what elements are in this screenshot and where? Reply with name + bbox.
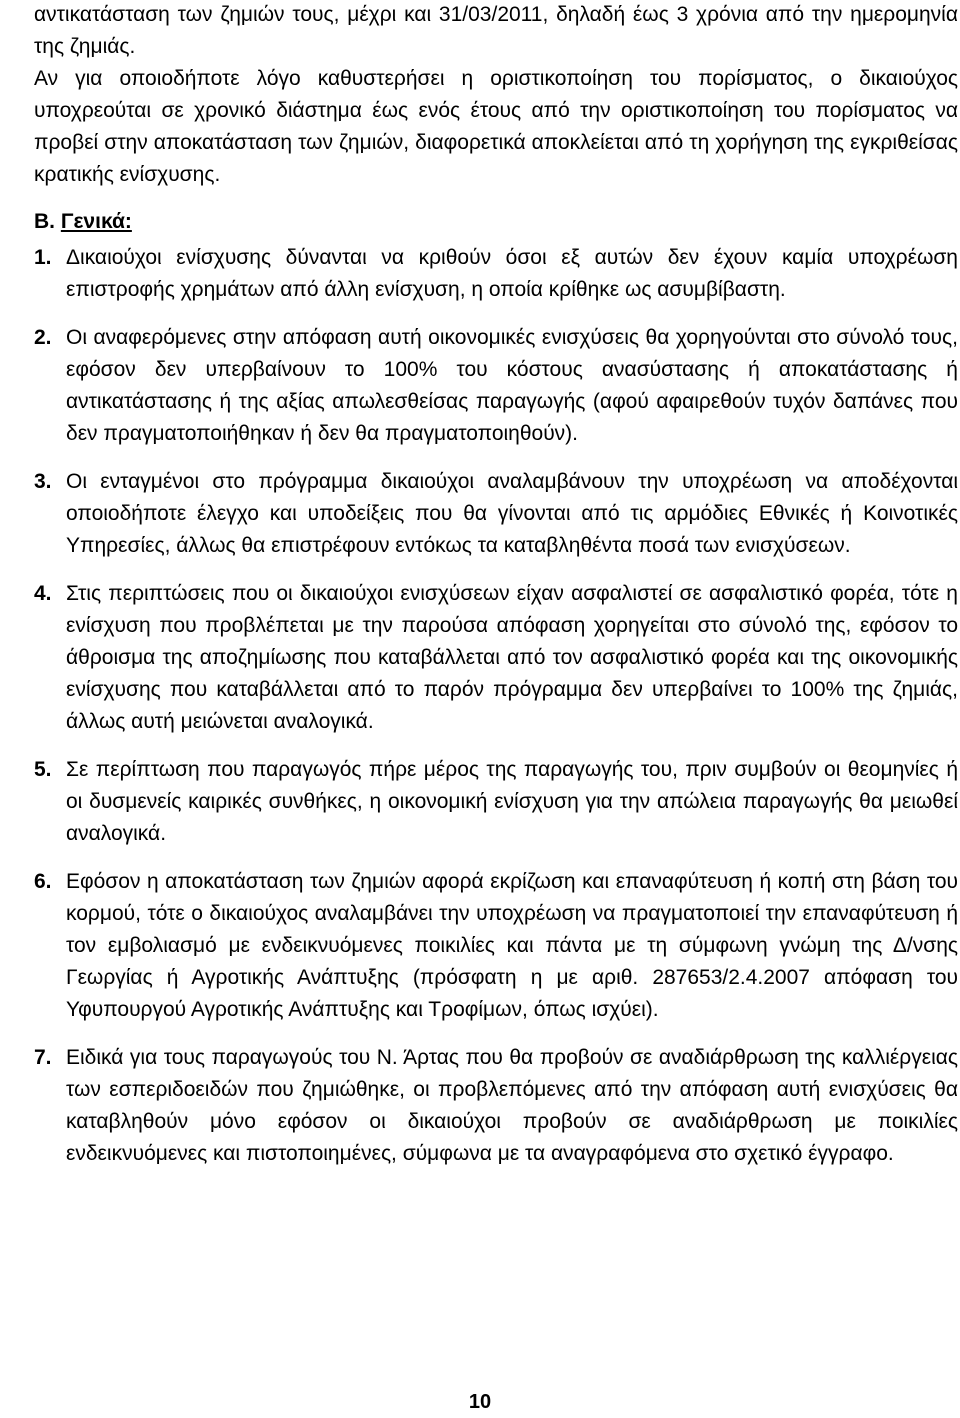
page-number: 10 — [468, 1391, 492, 1413]
list-item-text: Οι ενταγμένοι στο πρόγραμμα δικαιούχοι αναλαμβάνουν την υποχρέωση να αποδέχονται οποιοδήποτε έλεγχο και υποδείξεις που θα γίνονται από τις αρμόδιες Εθνικές ή Κοινοτικές Υπηρεσίες, άλλως θα επιστρέφουν εντόκως τα καταβληθέντα ποσά των ενισχύσεων. — [66, 470, 958, 557]
list-item-text: Δικαιούχοι ενίσχυσης δύνανται να κριθούν όσοι εξ αυτών δεν έχουν καμία υποχρέωση επιστροφής χρημάτων από άλλη ενίσχυση, η οποία κρίθηκε ως ασυμβίβαστη. — [66, 246, 958, 301]
list-item — [34, 754, 958, 850]
section-title: Γενικά: — [60, 210, 132, 233]
intro-continuation-paragraph: αντικατάσταση των ζημιών τους, μέχρι και 31/03/2011, δηλαδή έως 3 χρόνια από την ημερομηνία της ζημιάς. — [34, 3, 958, 58]
list-item-number: 2. — [34, 326, 52, 349]
list-item-number: 7. — [34, 1046, 52, 1069]
list-item-number: 3. — [34, 470, 52, 493]
list-item-text: Ειδικά για τους παραγωγούς του Ν. Άρτας που θα προβούν σε αναδιάρθρωση της καλλιέργειας των εσπεριδοειδών που ζημιώθηκε, οι προβλεπόμενες από την απόφαση αυτή ενισχύσεις θα καταβληθούν μόνο εφόσον οι δικαιούχοι προβούν σε αναδιάρθρωση με ποικιλίες ενδεικνυόμενες και πιστοποιημένες, σύμφωνα με τα αναγραφόμενα στο σχετικό έγγραφο. — [66, 1046, 958, 1165]
list-item — [34, 466, 958, 562]
list-item-text: Εφόσον η αποκατάσταση των ζημιών αφορά εκρίζωση και επαναφύτευση ή κοπή στη βάση του κορμού, τότε ο δικαιούχος αναλαμβάνει την υποχρέωση να πραγματοποιεί την επαναφύτευση ή τον εμβολιασμό με ενδεικνυόμενες ποικιλίες και πάντα με τη σύμφωνη γνώμη της Δ/νσης Γεωργίας ή Αγροτικής Ανάπτυξης (πρόσφατη η με αριθ. 287653/2.4.2007 απόφαση του Υφυπουργού Αγροτικής Ανάπτυξης και Τροφίμων, όπως ισχύει). — [66, 870, 958, 1021]
list-item — [34, 242, 958, 306]
list-item-text: Οι αναφερόμενες στην απόφαση αυτή οικονομικές ενισχύσεις θα χορηγούνται στο σύνολό τους, εφόσον δεν υπερβαίνουν το 100% του κόστους ανασύστασης ή αποκατάστασης ή αντικατάστασης ή της αξίας απωλεσθείσας παραγωγής (αφού αφαιρεθούν τυχόν δαπάνες που δεν πραγματοποιήθηκαν ή δεν θα πραγματοποιηθούν). — [66, 326, 958, 445]
list-item-number: 5. — [34, 758, 52, 781]
list-item — [34, 578, 958, 738]
document-page — [34, 0, 958, 1186]
list-item-number: 4. — [34, 582, 52, 605]
list-item — [34, 1042, 958, 1170]
intro-paragraph: Αν για οποιοδήποτε λόγο καθυστερήσει η οριστικοποίηση του πορίσματος, ο δικαιούχος υποχρεούται σε χρονικό διάστημα έως ενός έτους από την οριστικοποίηση του πορίσματος να προβεί στην αποκατάσταση των ζημιών, διαφορετικά αποκλείεται από τη χορήγηση της εγκριθείσας κρατικής ενίσχυσης. — [34, 67, 958, 186]
list-item-text: Στις περιπτώσεις που οι δικαιούχοι ενισχύσεων είχαν ασφαλιστεί σε ασφαλιστικό φορέα, τότε η ενίσχυση που προβλέπεται με την παρούσα απόφαση χορηγείται στο σύνολό της, εφόσον το άθροισμα της αποζημίωσης που καταβάλλεται από τον ασφαλιστικό φορέα και της οικονομικής ενίσχυσης που καταβάλλεται από το παρόν πρόγραμμα δεν υπερβαίνει το 100% της ζημιάς, άλλως αυτή μειώνεται αναλογικά. — [66, 582, 958, 733]
list-item — [34, 866, 958, 1026]
list-item-number: 1. — [34, 246, 52, 269]
list-item-number: 6. — [34, 870, 52, 893]
section-heading — [34, 206, 958, 238]
list-item-text: Σε περίπτωση που παραγωγός πήρε μέρος της παραγωγής του, πριν συμβούν οι θεομηνίες ή οι δυσμενείς καιρικές συνθήκες, η οικονομική ενίσχυση για την απώλεια παραγωγής θα μειωθεί αναλογικά. — [66, 758, 958, 845]
list-item — [34, 322, 958, 450]
section-letter: Β. — [34, 210, 55, 233]
